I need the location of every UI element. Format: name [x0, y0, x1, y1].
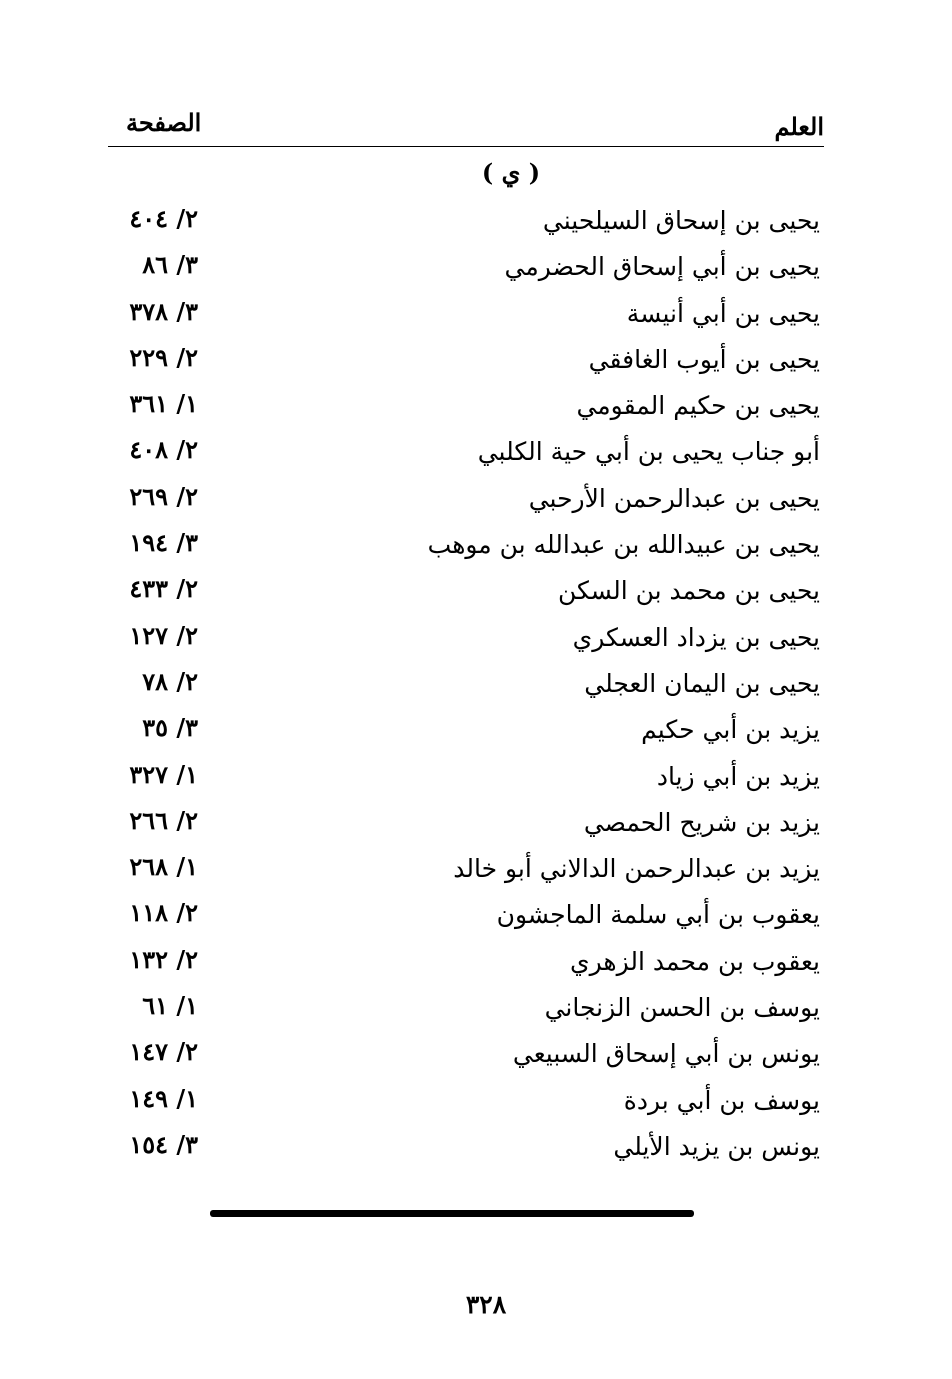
index-entry: [0, 433, 952, 479]
entry-page-ref: ١/ ١٤٩: [129, 1083, 198, 1113]
index-header: [108, 108, 824, 147]
entry-name: يزيد بن أبي حكيم: [641, 715, 820, 745]
entry-name: يعقوب بن أبي سلمة الماجشون: [496, 900, 820, 930]
index-entry: [0, 711, 952, 757]
entry-page-ref: ١/ ٣٦١: [129, 389, 198, 419]
index-entry: [0, 896, 952, 942]
index-entry: [0, 526, 952, 572]
section-letter-heading: ( ي ): [481, 158, 541, 187]
entry-name: يحيى بن أبي أنيسة: [626, 298, 820, 328]
entry-page-ref: ٢/ ٢٢٩: [129, 342, 198, 372]
entry-page-ref: ١/ ٢٦٨: [129, 852, 198, 882]
index-entry: [0, 1128, 952, 1174]
entry-name: يحيى بن يزداد العسكري: [572, 622, 820, 652]
entry-page-ref: ١/ ٦١: [142, 991, 198, 1021]
entry-name: يوسف بن الحسن الزنجاني: [544, 993, 820, 1023]
entry-name: يحيى بن أبي إسحاق الحضرمي: [504, 252, 820, 282]
entry-page-ref: ٣/ ٣٥: [142, 713, 198, 743]
entry-page-ref: ٢/ ٢٦٩: [129, 481, 198, 511]
entry-page-ref: ٢/ ١٤٧: [129, 1037, 198, 1067]
index-entry: [0, 665, 952, 711]
index-entry: [0, 248, 952, 294]
index-entries: [0, 202, 952, 1174]
entry-page-ref: ١/ ٣٢٧: [129, 759, 198, 789]
index-entry: [0, 295, 952, 341]
page-number: ٣٢٨: [465, 1290, 507, 1319]
page-column-heading: الصفحة: [126, 108, 202, 137]
end-rule: [210, 1210, 694, 1217]
entry-page-ref: ٣/ ٣٧٨: [129, 296, 198, 326]
entry-name: يزيد بن أبي زياد: [656, 761, 820, 791]
index-entry: [0, 619, 952, 665]
entry-page-ref: ٢/ ٤٠٨: [129, 435, 198, 465]
entry-name: يحيى بن عبيدالله بن عبدالله بن موهب: [427, 530, 820, 560]
entry-page-ref: ٢/ ١١٨: [129, 898, 198, 928]
index-entry: [0, 480, 952, 526]
entry-name: يحيى بن إسحاق السيلحيني: [542, 206, 820, 235]
entry-name: يوسف بن أبي بردة: [623, 1085, 820, 1115]
entry-name: يعقوب بن محمد الزهري: [570, 946, 820, 976]
index-entry: [0, 850, 952, 896]
index-entry: [0, 341, 952, 387]
entry-name: يحيى بن أيوب الغافقي: [588, 344, 820, 374]
entry-page-ref: ٢/ ٢٦٦: [129, 805, 198, 835]
entry-name: يحيى بن اليمان العجلي: [584, 668, 820, 698]
entry-name: أبو جناب يحيى بن أبي حية الكلبي: [477, 437, 820, 467]
entry-page-ref: ٢/ ٧٨: [142, 666, 198, 696]
entry-page-ref: ٣/ ١٥٤: [129, 1129, 198, 1159]
entry-name: يحيى بن حكيم المقومي: [576, 391, 820, 421]
index-entry: [0, 758, 952, 804]
index-entry: [0, 572, 952, 618]
index-entry: [0, 943, 952, 989]
index-entry: [0, 1082, 952, 1128]
entry-name: يزيد بن شريح الحمصي: [583, 807, 820, 837]
entry-name: يونس بن أبي إسحاق السبيعي: [512, 1039, 820, 1069]
index-entry: [0, 387, 952, 433]
entry-page-ref: ٢/ ٤٠٤: [129, 204, 198, 233]
entry-name: يونس بن يزيد الأيلي: [613, 1131, 820, 1161]
entry-page-ref: ٣/ ٨٦: [142, 250, 198, 280]
entry-name: يزيد بن عبدالرحمن الدالاني أبو خالد: [453, 854, 820, 884]
index-entry: [0, 989, 952, 1035]
index-entry: [0, 1035, 952, 1081]
name-column-heading: العلم: [774, 112, 824, 141]
index-entry: [0, 202, 952, 248]
entry-name: يحيى بن محمد بن السكن: [557, 576, 820, 606]
entry-name: يحيى بن عبدالرحمن الأرحبي: [528, 483, 820, 513]
entry-page-ref: ٢/ ١٢٧: [129, 620, 198, 650]
entry-page-ref: ٣/ ١٩٤: [129, 528, 198, 558]
entry-page-ref: ٢/ ٤٣٣: [129, 574, 198, 604]
index-entry: [0, 804, 952, 850]
entry-page-ref: ٢/ ١٣٢: [129, 944, 198, 974]
